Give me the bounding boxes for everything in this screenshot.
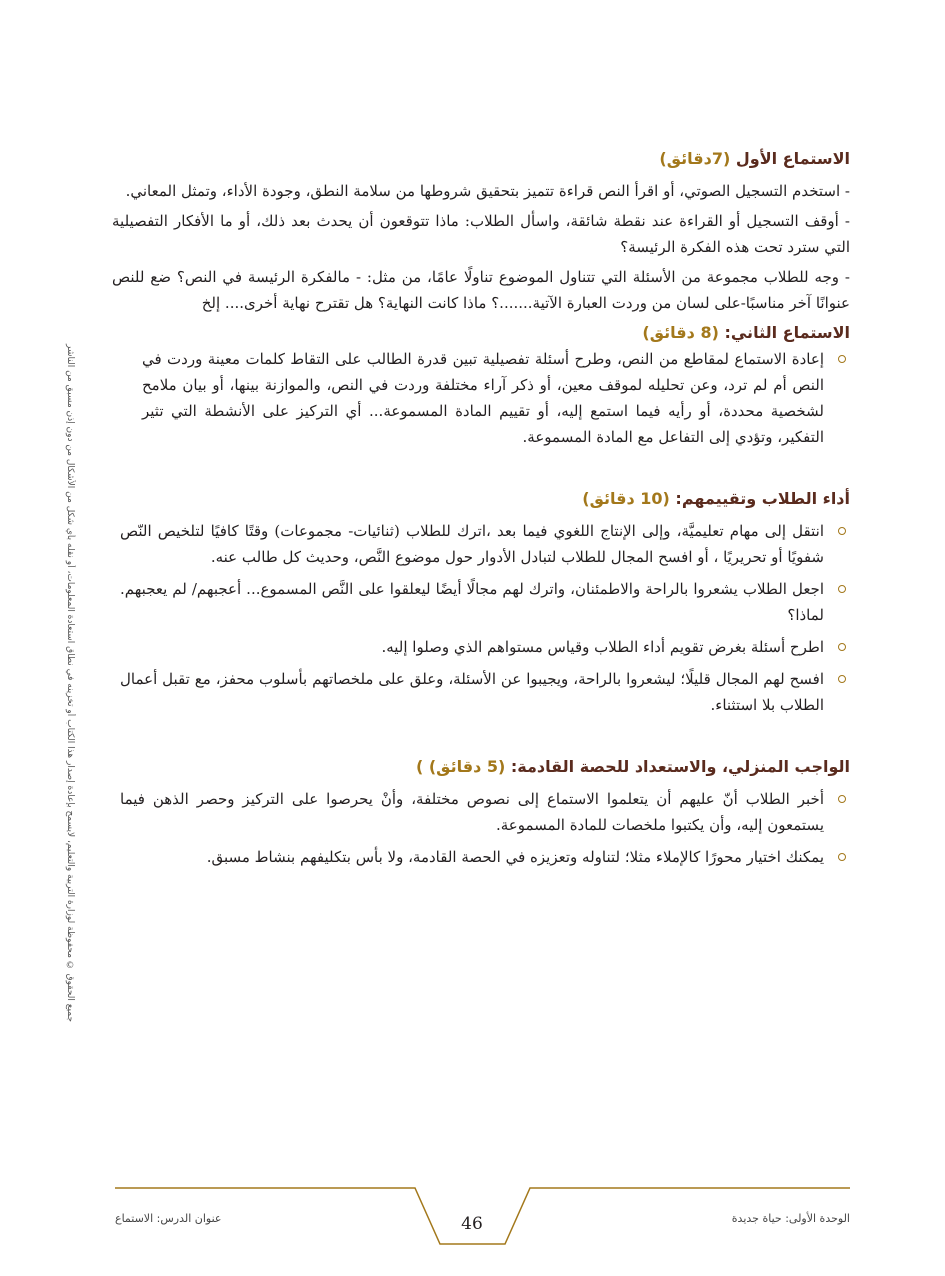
list-item: اطرح أسئلة بغرض تقويم أداء الطلاب وقياس مستواهم الذي وصلوا إليه. [112,634,850,660]
section1-paragraph: - أوقف التسجيل أو القراءة عند نقطة شائقة، واسأل الطلاب: ماذا تتوقعون أن يحدث بعد ذلك، أو ما الأفكار التفصيلية التي سترد تحت هذه الفكرة الرئيسة؟ [112,212,850,256]
list-item: افسح لهم المجال قليلًا؛ ليشعروا بالراحة، ويجيبوا عن الأسئلة، وعلق على ملخصاتهم بأسلوب محفز، مع تقبل أعمال الطلاب بلا استثناء. [112,666,850,718]
section2-heading [112,320,850,346]
section1-paragraph: - استخدم التسجيل الصوتي، أو اقرأ النص قراءة تتميز بتحقيق شروطها من سلامة النطق، وجودة الأداء، وتمثل المعاني. [125,182,850,200]
section3-list [112,518,850,718]
list-item: أخبر الطلاب أنّ عليهم أن يتعلموا الاستماع إلى نصوص مختلفة، وأنْ يحرصوا على التركيز وحصر الذهن فيما يستمعون إليه، وأن يكتبوا ملخصات للمادة المسموعة. [112,786,850,838]
section4-list [112,786,850,870]
bullet-icon [838,675,846,683]
section3-title: أداء الطلاب وتقييمهم: [675,489,850,508]
list-item: اجعل الطلاب يشعروا بالراحة والاطمئنان، واترك لهم مجالًا أيضًا ليعلقوا على النَّص المسموع... أعجبهم/ لم يعجبهم. لماذا؟ [112,576,850,628]
bullet-icon [838,795,846,803]
section4-title: الواجب المنزلي، والاستعداد للحصة القادمة: [510,757,850,776]
list-item: انتقل إلى مهام تعليميَّة، وإلى الإنتاج اللغوي فيما بعد ،اترك للطلاب (ثنائيات- مجموعات) وقتًا كافيًا لتلخيص النّص شفويًا أو تحريريًا ، أو افسح المجال للطلاب لتبادل الأدوار حول موضوع النَّص، وحديث كل طالب عنه. [112,518,850,570]
section2-time: (8 دقائق) [642,323,719,342]
bullet-icon [838,355,846,363]
list-item: يمكنك اختيار محورًا كالإملاء مثلا؛ لتناوله وتعزيزه في الحصة القادمة، ولا بأس بتكليفهم بنشاط مسبق. [112,844,850,870]
section2-list [112,346,850,450]
section2-title: الاستماع الثاني: [724,323,850,342]
section4-heading [112,754,850,780]
page-footer [0,1180,945,1276]
page-number: 46 [461,1214,483,1234]
page-content [112,146,850,876]
bullet-icon [838,853,846,861]
footer-unit: الوحدة الأولى: حياة جديدة [731,1212,850,1225]
copyright-side-note: جميع الحقوق © محفوظة لوزارة التربية والتعليم، لايسمح بإعادة إصدار هذا الكتاب أو تخزينه في نطاق استعادة المعلومات، أو نقله بأي شكل من الأشكال من دون إذن مسبق من الناشر [65,343,75,1022]
bullet-icon [838,585,846,593]
footer-lesson: عنوان الدرس: الاستماع [115,1212,222,1225]
bullet-icon [838,527,846,535]
section1-time: (7دقائق) [659,149,731,168]
section1-paragraph: - وجه للطلاب مجموعة من الأسئلة التي تتناول الموضوع تناولًا عامًا، من مثل: - مالفكرة الرئيسة في النص؟ ضع للنص عنوانًا آخر مناسبًا-على لسان من وردت العبارة الآتية.......؟ ماذا كانت النهاية؟ هل تقترح نهاية أخرى.... إلخ [112,268,850,312]
section1-title: الاستماع الأول [735,149,850,168]
section3-time: (10 دقائق) [582,489,670,508]
section4-time: (5 دقائق) ) [415,757,506,776]
list-item: إعادة الاستماع لمقاطع من النص، وطرح أسئلة تفصيلية تبين قدرة الطالب على التقاط كلمات معينة وردت في النص أم لم ترد، وعن تحليله لموقف معين، أو ذكر آراء مختلفة وردت في النص، والموازنة بينها، أو بيان ملامح لشخصية محددة، أو رأيه فيما استمع إليه، أو تقييم المادة المسموعة... أي التركيز على الأنشطة التي تثير التفكير، وتؤدي إلى التفاعل مع المادة المسموعة. [112,346,850,450]
section1-heading [112,146,850,172]
bullet-icon [838,643,846,651]
section3-heading [112,486,850,512]
